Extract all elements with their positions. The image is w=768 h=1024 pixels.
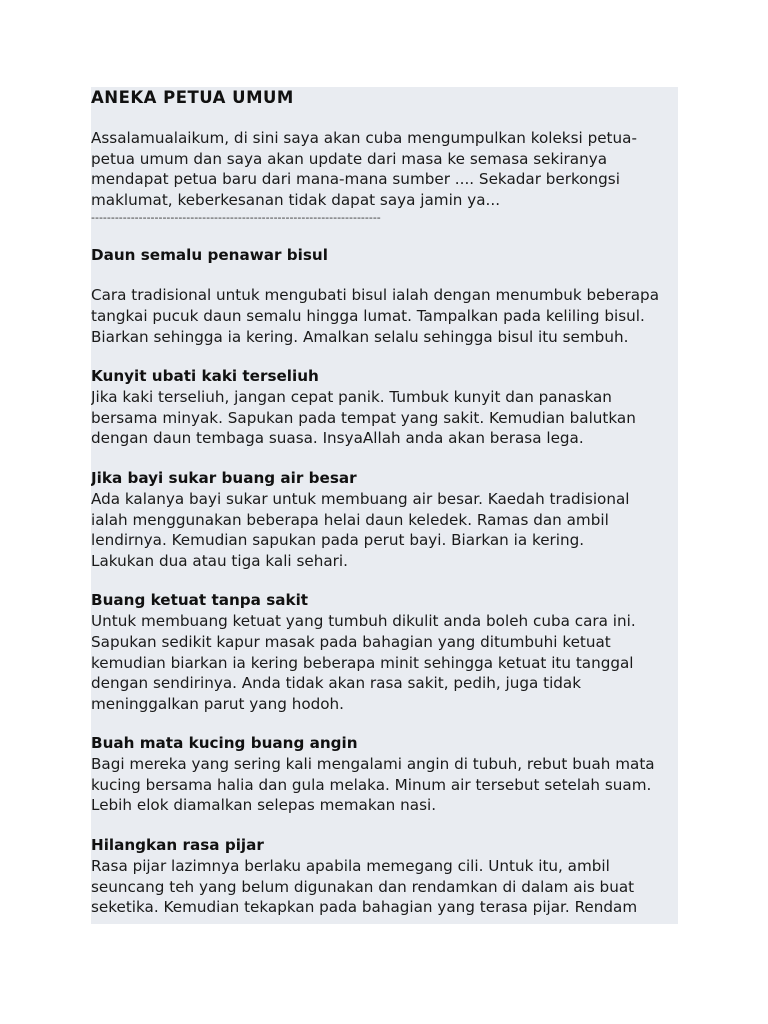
section-body-mata-kucing: Bagi mereka yang sering kali mengalami angin di tubuh, rebut buah mata kucing bersama halia dan gula melaka. Minum air tersebut setelah suam. Lebih elok diamalkan selepas memakan nasi.	[91, 755, 655, 815]
divider-line: -------------------------------------------------------------------------	[91, 211, 381, 225]
section-body-semalu: Cara tradisional untuk mengubati bisul ialah dengan menumbuk beberapa tangkai pucuk daun semalu hingga lumat. Tampalkan pada keliling bisul. Biarkan sehingga ia kering. Amalkan selalu sehingga bisul itu sembuh.	[91, 286, 659, 346]
section-heading-pijar: Hilangkan rasa pijar	[91, 836, 264, 855]
section-body-bayi: Ada kalanya bayi sukar untuk membuang air besar. Kaedah tradisional ialah menggunakan beberapa helai daun keledek. Ramas dan ambil lendirnya. Kemudian sapukan pada perut bayi. Biarkan ia kering. Lakukan dua atau tiga kali sehari.	[91, 489, 630, 570]
section-body-kunyit: Jika kaki terseliuh, jangan cepat panik. Tumbuk kunyit dan panaskan bersama minyak. Sapukan pada tempat yang sakit. Kemudian balutkan dengan daun tembaga suasa. InsyaAllah anda akan berasa lega.	[91, 388, 636, 448]
intro-paragraph: Assalamualaikum, di sini saya akan cuba mengumpulkan koleksi petua- petua umum dan saya akan update dari masa ke semasa sekiranya mendapat petua baru dari mana-mana sumber .... Sekadar berkongsi maklumat, keberkesanan tidak dapat saya jamin ya...	[91, 129, 637, 209]
document-title: ANEKA PETUA UMUM	[91, 88, 294, 107]
section-body-pijar: Rasa pijar lazimnya berlaku apabila memegang cili. Untuk itu, ambil seuncang teh yang belum digunakan dan rendamkan di dalam ais buat seketika. Kemudian tekapkan pada bahagian yang terasa pijar. Rendam	[91, 857, 638, 917]
section-heading-ketuat: Buang ketuat tanpa sakit	[91, 591, 309, 610]
section-heading-bayi: Jika bayi sukar buang air besar	[91, 468, 357, 487]
section-heading-kunyit: Kunyit ubati kaki terseliuh	[91, 367, 319, 386]
section-heading-semalu: Daun semalu penawar bisul	[91, 246, 328, 265]
section-heading-mata-kucing: Buah mata kucing buang angin	[91, 734, 358, 753]
document-content	[91, 87, 678, 924]
section-body-ketuat: Untuk membuang ketuat yang tumbuh dikulit anda boleh cuba cara ini. Sapukan sedikit kapur masak pada bahagian yang ditumbuhi ketuat kemudian biarkan ia kering beberapa minit sehingga ketuat itu tanggal dengan sendirinya. Anda tidak akan rasa sakit, pedih, juga tidak meninggalkan parut yang hodoh.	[91, 612, 636, 713]
